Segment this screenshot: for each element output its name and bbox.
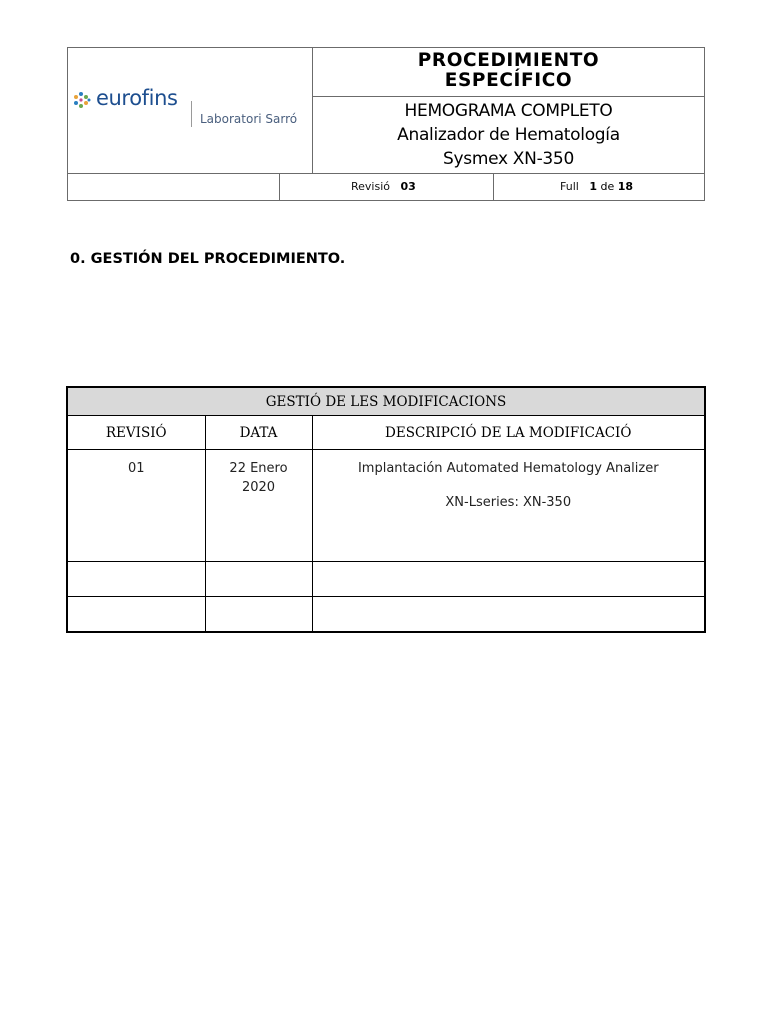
page-cell [494,174,704,200]
date-line-1: 22 Enero [229,461,288,476]
table-row [67,450,705,562]
modifications-table [66,386,706,633]
subtitle-line-1: HEMOGRAMA COMPLETO [404,101,613,121]
date-line-2: 2020 [241,480,276,495]
description-line-1: Implantación Automated Hematology Analizer [357,461,659,476]
page-label: Full [560,180,579,193]
table-row [67,597,705,633]
cell-revision [67,562,205,597]
cell-revision: 01 [67,450,205,562]
cell-date [205,597,312,633]
revision-value: 03 [400,180,416,193]
revision-cell [280,174,494,200]
revision-label: Revisió [351,180,390,193]
column-header-date: DATA [205,416,312,450]
column-header-revision: REVISIÓ [67,416,205,450]
logo-brand-text: eurofins [96,86,178,110]
document-header [67,47,705,201]
meta-empty-cell [68,174,280,200]
logo-cell [68,48,313,173]
description-line-2: XN-Lseries: XN-350 [445,495,572,510]
cell-date [205,450,312,562]
page-total: 18 [617,180,634,193]
title-cell [313,48,704,173]
logo-divider [191,101,192,127]
page-of: de [600,180,615,193]
header-meta-row [68,173,704,200]
procedure-subtitle [313,97,704,175]
cell-description [312,597,705,633]
table-row [67,562,705,597]
subtitle-line-3: Sysmex XN-350 [443,149,574,169]
subtitle-line-2: Analizador de Hematología [397,125,620,145]
section-heading: 0. GESTIÓN DEL PROCEDIMIENTO. [70,251,346,267]
column-header-description: DESCRIPCIÓ DE LA MODIFICACIÓ [312,416,705,450]
cell-date [205,562,312,597]
page-current: 1 [589,180,597,193]
cell-description [312,450,705,562]
cell-revision [67,597,205,633]
title-line-1: PROCEDIMIENTO [417,50,600,71]
cell-description [312,562,705,597]
logo-lab-name: Laboratori Sarró [200,112,298,126]
eurofins-dots-icon [72,91,92,111]
modifications-table-title: GESTIÓ DE LES MODIFICACIONS [67,387,705,416]
title-line-2: ESPECÍFICO [444,70,573,91]
procedure-type-title [313,48,704,97]
